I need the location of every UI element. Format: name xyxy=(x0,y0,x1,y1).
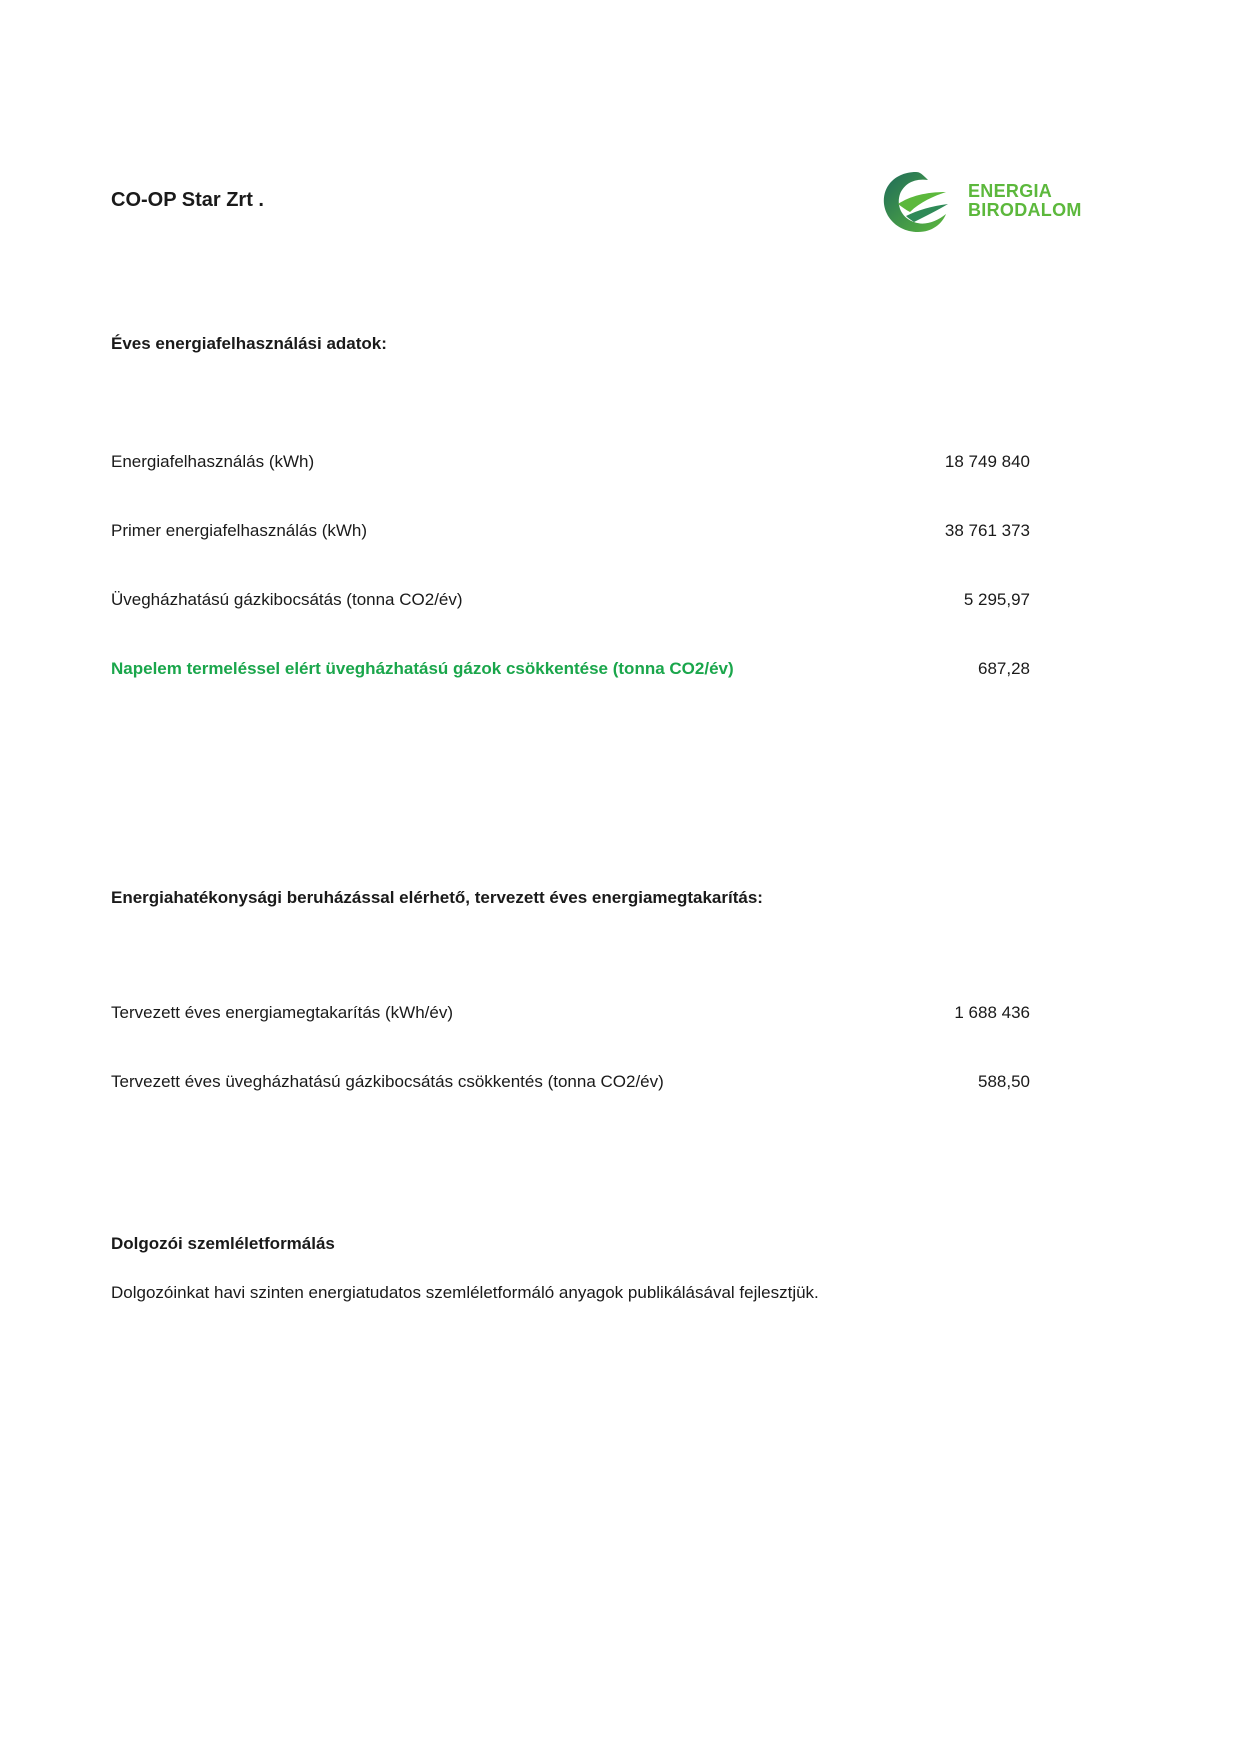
row-value: 38 761 373 xyxy=(944,521,1030,540)
row-label: Energiafelhasználás (kWh) xyxy=(111,452,315,471)
row-label: Tervezett éves energiamegtakarítás (kWh/év) xyxy=(111,1003,454,1022)
highlighted-row-value: 687,28 xyxy=(978,659,1030,678)
row-value: 588,50 xyxy=(978,1072,1030,1091)
row-label: Tervezett éves üvegházhatású gázkibocsátás csökkentés (tonna CO2/év) xyxy=(111,1072,664,1091)
section1-heading: Éves energiafelhasználási adatok: xyxy=(111,334,387,353)
logo-text-line1: ENERGIA xyxy=(968,181,1053,201)
row-label: Üvegházhatású gázkibocsátás (tonna CO2/év) xyxy=(111,590,463,609)
section3-heading: Dolgozói szemléletformálás xyxy=(111,1234,335,1253)
logo-text-line2: BIRODALOM xyxy=(968,200,1082,220)
leaf-globe-icon xyxy=(876,166,956,238)
company-name: CO-OP Star Zrt . xyxy=(111,189,264,211)
row-value: 18 749 840 xyxy=(944,452,1030,471)
row-value: 5 295,97 xyxy=(963,590,1030,609)
row-value: 1 688 436 xyxy=(954,1003,1030,1022)
highlighted-row-label: Napelem termeléssel elért üvegházhatású gázok csökkentése (tonna CO2/év) xyxy=(111,659,734,678)
energia-birodalom-logo xyxy=(876,166,1096,238)
section3-text: Dolgozóinkat havi szinten energiatudatos szemléletformáló anyagok publikálásával fejlesztjük. xyxy=(111,1283,819,1302)
section2-heading: Energiahatékonysági beruházással elérhető, tervezett éves energiamegtakarítás: xyxy=(111,888,763,907)
row-label: Primer energiafelhasználás (kWh) xyxy=(111,521,368,540)
